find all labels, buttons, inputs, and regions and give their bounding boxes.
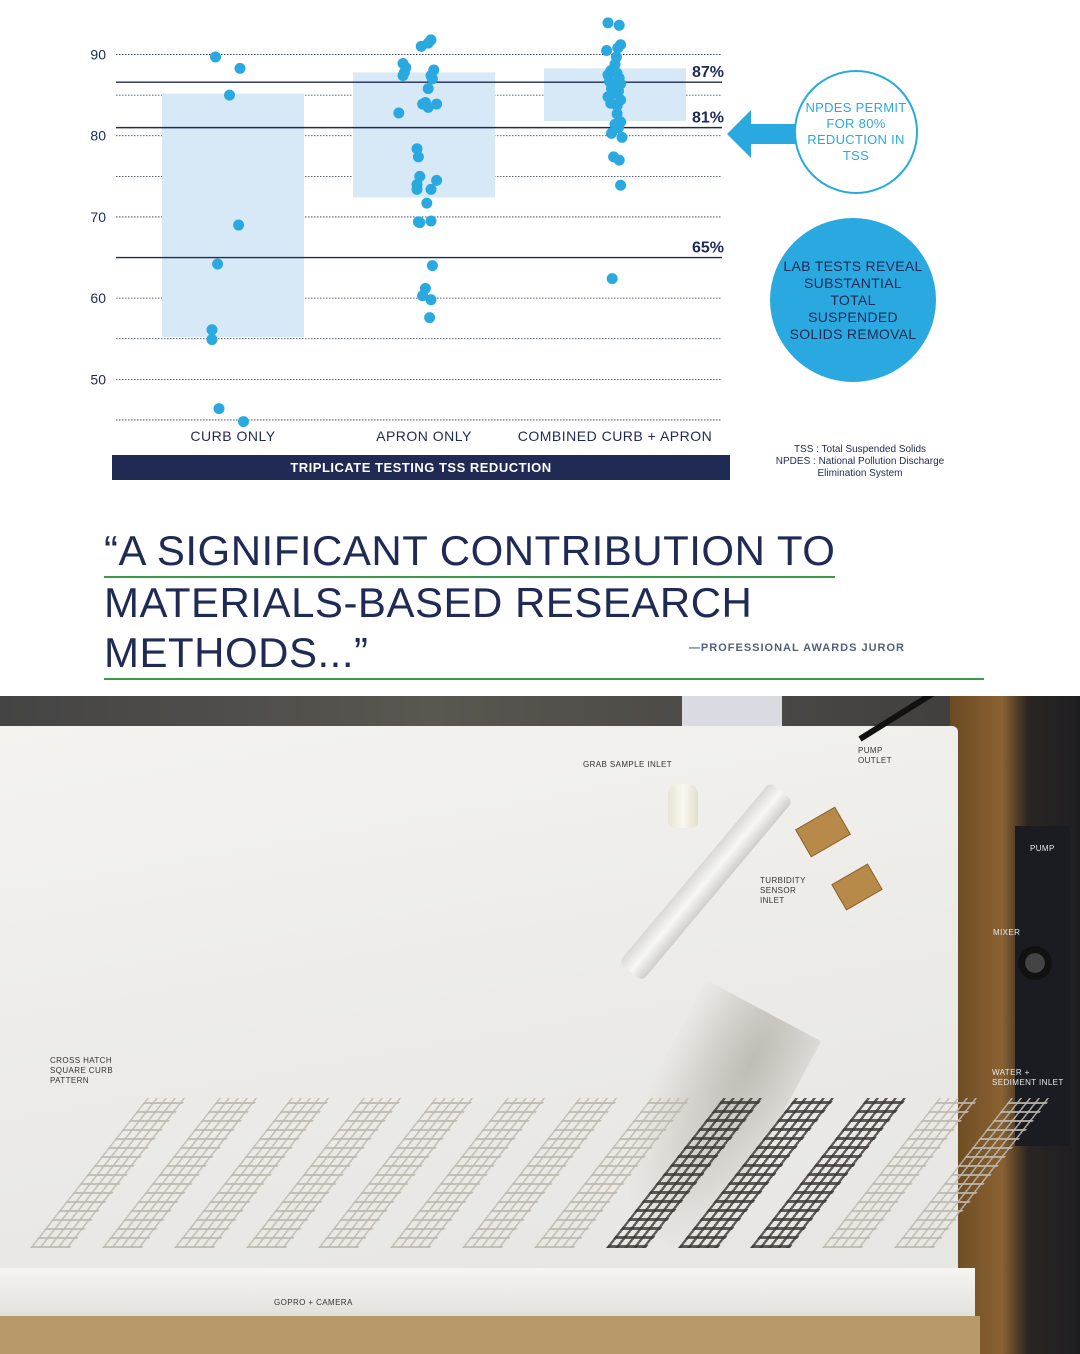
- data-point: [615, 180, 626, 191]
- label-crosshatch: CROSS HATCH SQUARE CURB PATTERN: [50, 1056, 114, 1085]
- data-point: [210, 51, 221, 62]
- range-box: [162, 94, 304, 338]
- grab-sample-bottle: [668, 784, 698, 828]
- y-tick-label: 80: [90, 127, 106, 144]
- data-point: [207, 334, 218, 345]
- arrow-icon: [727, 108, 797, 160]
- quote-attribution: —PROFESSIONAL AWARDS JUROR: [688, 642, 905, 654]
- data-point: [421, 198, 432, 209]
- data-point: [423, 83, 434, 94]
- data-point: [427, 260, 438, 271]
- reference-label: 81%: [691, 109, 724, 127]
- data-point: [214, 403, 225, 414]
- chart-title: TRIPLICATE TESTING TSS REDUCTION: [112, 455, 730, 480]
- data-point: [413, 151, 424, 162]
- category-label: COMBINED CURB + APRON: [517, 428, 713, 444]
- y-tick-label: 60: [90, 290, 106, 307]
- slab-lip: [0, 1268, 975, 1316]
- data-point: [207, 324, 218, 335]
- definitions-note: TSS : Total Suspended Solids NPDES : National Pollution Discharge Elimination System: [775, 444, 945, 479]
- npdes-callout: NPDES PERMIT FOR 80% REDUCTION IN TSS: [794, 70, 918, 194]
- data-point: [431, 99, 442, 110]
- category-label: CURB ONLY: [190, 428, 276, 444]
- data-point: [416, 41, 427, 52]
- lab-tests-callout: LAB TESTS REVEAL SUBSTANTIAL TOTAL SUSPENDED SOLIDS REMOVAL: [770, 218, 936, 382]
- reference-label: 87%: [691, 64, 724, 82]
- data-point: [426, 216, 437, 227]
- quote-line-2: MATERIALS-BASED RESEARCH METHODS...”: [104, 578, 984, 680]
- data-point: [614, 155, 625, 166]
- reference-label: 65%: [691, 239, 724, 257]
- label-pump-outlet: PUMP OUTLET: [858, 746, 892, 765]
- data-point: [424, 312, 435, 323]
- label-turbidity: TURBIDITY SENSOR INLET: [760, 876, 806, 905]
- data-point: [607, 273, 618, 284]
- data-point: [238, 416, 249, 427]
- data-point: [412, 184, 423, 195]
- data-point: [606, 128, 617, 139]
- quote-line-1: “A SIGNIFICANT CONTRIBUTION TO: [104, 526, 835, 578]
- data-point: [426, 70, 437, 81]
- mixer-icon: [1018, 946, 1052, 980]
- wood-base: [0, 1316, 980, 1354]
- pull-quote: [104, 526, 984, 680]
- label-gopro: GOPRO + CAMERA: [274, 1298, 353, 1307]
- category-labels: [190, 428, 712, 444]
- data-point: [233, 220, 244, 231]
- y-axis-ticks: [90, 47, 106, 388]
- data-point: [426, 184, 437, 195]
- data-point: [393, 108, 404, 119]
- label-pump: PUMP: [1030, 844, 1055, 853]
- data-point: [398, 70, 409, 81]
- data-point: [617, 132, 628, 143]
- data-point: [614, 20, 625, 31]
- data-point: [603, 17, 614, 28]
- data-point: [212, 259, 223, 270]
- label-grab-sample: GRAB SAMPLE INLET: [583, 760, 673, 769]
- data-point: [224, 90, 235, 101]
- category-label: APRON ONLY: [376, 428, 472, 444]
- label-water-inlet: WATER + SEDIMENT INLET: [992, 1068, 1064, 1087]
- y-tick-label: 90: [90, 46, 106, 63]
- data-point: [414, 217, 425, 228]
- y-tick-label: 70: [90, 208, 106, 225]
- data-point: [235, 63, 246, 74]
- data-point: [601, 45, 612, 56]
- label-mixer: MIXER: [993, 928, 1021, 937]
- data-point: [426, 294, 437, 305]
- lab-setup-photo: [0, 696, 1080, 1354]
- y-tick-label: 50: [90, 371, 106, 388]
